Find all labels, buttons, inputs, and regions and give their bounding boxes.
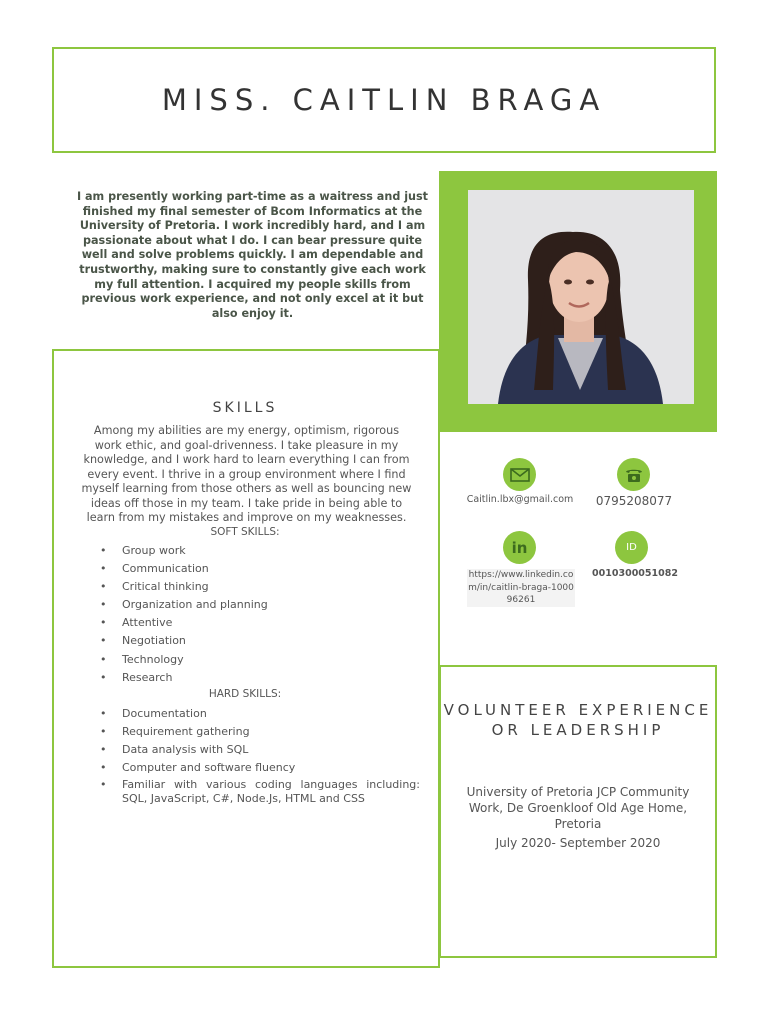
profile-summary: I am presently working part-time as a waitress and just finished my final semester of Bcom Informatics at the University of Pretoria. I work incredibly hard, and I am passionate about what I do. I can bear pressure quite well and solve problems quickly. I am dependable and trustworthy, making sure to constantly give each work my full attention. I acquired my people skills from previous work experience, and not only excel at it but also enjoy it. [76, 190, 429, 320]
envelope-icon [503, 458, 536, 491]
soft-skills-list [100, 543, 420, 688]
list-item: • Familiar with various coding languages including: SQL, JavaScript, C#, Node.Js, HTML and CSS [100, 778, 420, 806]
list-item: • Communication [100, 561, 420, 579]
id-label: ID [626, 542, 637, 553]
list-item: • Attentive [100, 615, 420, 633]
name-header [52, 47, 716, 153]
list-item: • Group work [100, 543, 420, 561]
phone-text[interactable]: 0795208077 [595, 494, 673, 508]
volunteer-dates: July 2020- September 2020 [495, 836, 661, 850]
volunteer-organization: University of Pretoria JCP Community Work, De Groenkloof Old Age Home, Pretoria [466, 785, 690, 831]
list-item: • Critical thinking [100, 579, 420, 597]
list-item: • Computer and software fluency [100, 760, 420, 778]
list-item: • Requirement gathering [100, 724, 420, 742]
email-text[interactable]: Caitlin.lbx@gmail.com [466, 494, 574, 505]
list-item: • Data analysis with SQL [100, 742, 420, 760]
skills-intro: Among my abilities are my energy, optimism, rigorous work ethic, and goal-drivenness. I take pleasure in my knowledge, and I work hard to learn everything I can from every event. I thrive in a group environment where I find myself learning from those others as well as bouncing new ideas off those in my team. I take pride in being able to learn from my mistakes and improve on my weaknesses. [81, 424, 412, 524]
profile-photo [468, 190, 694, 404]
hard-skills-heading: HARD SKILLS: [208, 688, 282, 700]
contact-divider [438, 431, 440, 667]
skills-heading: SKILLS [212, 400, 278, 416]
hard-skills-list [100, 706, 420, 806]
list-item: • Research [100, 670, 420, 688]
list-item: • Documentation [100, 706, 420, 724]
list-item: • Organization and planning [100, 597, 420, 615]
list-item: • Technology [100, 652, 420, 670]
list-item: • Negotiation [100, 633, 420, 651]
candidate-name: MISS. CAITLIN BRAGA [161, 83, 607, 117]
soft-skills-heading: SOFT SKILLS: [210, 526, 280, 538]
telephone-icon [617, 458, 650, 491]
volunteer-heading: VOLUNTEER EXPERIENCE OR LEADERSHIP [443, 701, 713, 739]
linkedin-icon: in [503, 531, 536, 564]
linkedin-text[interactable]: https://www.linkedin.com/in/caitlin-braga-100096261 [468, 570, 574, 605]
id-number-text: 0010300051082 [592, 568, 678, 579]
volunteer-details [450, 784, 706, 851]
id-badge-icon [615, 531, 648, 564]
